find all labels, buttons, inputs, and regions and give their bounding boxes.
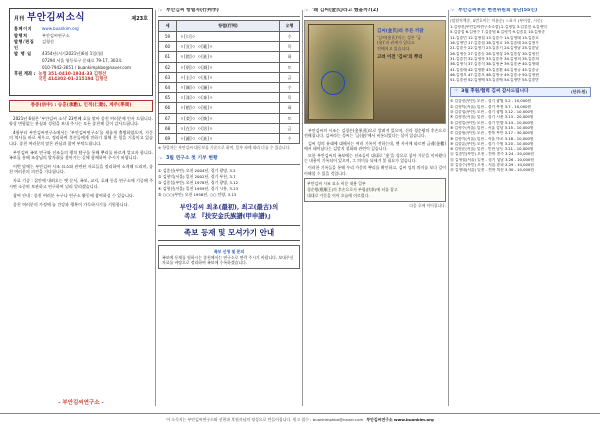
- inscription-line: 경순왕(敬順王)의 후손으로서 부령(扶寧)에 터를 잡고: [307, 186, 398, 192]
- generation-element: 토: [280, 113, 300, 123]
- generation-number: 61: [159, 52, 177, 62]
- generation-character: ㅇ[炳]ㅇ ㅇ[炯]ㅇ: [177, 62, 280, 72]
- pointing-hand-icon: ☞: [454, 89, 459, 95]
- generation-number: 67: [159, 113, 177, 123]
- col-header-character: 항렬(行列): [177, 21, 280, 32]
- col-header-generation: 세: [159, 21, 177, 32]
- generation-row: [159, 133, 300, 143]
- committee-member-row: 36.김형식 37.김종식 38.김형곤 39.김종곤 40.김형래: [450, 62, 539, 67]
- masthead-info: [14, 26, 148, 71]
- supporter-item: ③ 김종섭(부안) 오천 - 경기 광명 3.12 - 10,000원: [450, 109, 534, 114]
- first-donation-section: [158, 156, 300, 198]
- apply-body: 족보에 등재를 원하시는 종친께서는 연구소로 연락 주시기 바랍니다. 보내주신 자료를 바탕으로 정리하여 족보에 수록하겠습니다.: [162, 254, 294, 265]
- caption-line: '김씨(金氏)'라는 성은 '금: [377, 35, 422, 41]
- committee-member-row: 31.김종진 32.김형록 33.김종록 34.김형희 35.김종희: [450, 56, 539, 61]
- article-paragraph: 부안김씨의 시조는 김경손(金景孫)으로 알려져 있으며, 신라 경순왕의 후손으로 전해집니다. 김씨라는 성씨는 '금(金)'에서 비롯되었다는 설이 있습니다.: [304, 128, 446, 139]
- editorial-paragraph: 이번 달에는 부안김씨 시조 묘소와 관련된 자료들을 정리하여 소개해 드리며, 종친 여러분의 의견을 기다립니다.: [9, 164, 153, 175]
- generation-number: 66: [159, 103, 177, 113]
- committee-member-row: 46.김형오 47.김종오 48.김형국 49.김종국 50.김형권: [450, 72, 539, 77]
- footer-site: 부안김씨연구소 www.buankim.org: [366, 416, 434, 422]
- supporter-item: ⑩ 김형준(서울) 일천 - 인천 남동 3.21 - 10,000원: [450, 147, 534, 152]
- clan-branch-banner: 종중(宗中) : 승훈(承勳), 인적(仁勣), 계주(季周): [9, 100, 153, 112]
- column-2: [158, 8, 300, 410]
- masthead-row: [14, 58, 148, 63]
- highlight-circle: [321, 71, 345, 95]
- editorial-paragraph: 자료 기증 : 집안에 내려오는 옛 문서, 족보, 교지, 호패 등을 연구소에 기증해 주시면 소중히 보관하고 연구하여 널리 알리겠습니다.: [9, 178, 153, 189]
- masthead-row: [14, 26, 148, 31]
- masthead-month: 月刊: [14, 16, 25, 22]
- generation-row: [159, 103, 300, 113]
- generation-row: [159, 52, 300, 62]
- generation-character: ㅇ[洙]ㅇ ㅇ[泰]ㅇ: [177, 93, 280, 103]
- masthead-value: 4354년(서기2021년)6월 1일(월): [42, 51, 104, 57]
- generation-element: 금: [280, 123, 300, 133]
- col-header-element: 오행: [280, 21, 300, 32]
- generation-element: 토: [280, 62, 300, 72]
- generation-row: [159, 42, 300, 52]
- old-map-illustration: [308, 24, 374, 120]
- donation-item: ③ 김종섭(부안) 오천 1978년, 경기 광명, 3.12: [158, 179, 239, 185]
- editorial-paragraph: 2021년 6월은 '부안김씨 소식' 23번째 호를 맞아 종친 여러분께 인사 드립니다. 항상 변함없는 관심과 성원을 보내 주시는 모든 종친께 깊이 감사드립니다.: [9, 115, 153, 127]
- supporter-item: ⑬ 김종수(부안) 오천 - 서울 송파 3.29 - 10,000원: [450, 163, 534, 168]
- continued-note: 다음 호에 이어집니다.: [409, 202, 446, 208]
- column-divider: [155, 10, 156, 406]
- supporter-item: ④ 김형선(서울) 일천 - 경기 시흥 3.13 - 20,000원: [450, 115, 534, 120]
- generation-note: ※ 항렬자는 부안김씨 대동보를 기준으로 하며, 일부 파에 따라 다를 수 있습니다.: [158, 145, 291, 151]
- tomb-inscription-box: [304, 178, 446, 202]
- inscription-line: 부안김씨 시조 묘소 비문 내용 일부: [307, 180, 366, 186]
- generation-element: 목: [280, 42, 300, 52]
- committee-member-row: 41.김종래 42.김형환 43.김종환 44.김형규 45.김종규: [450, 67, 539, 72]
- donation-item: ① 김종선(부안) 오천 2004년, 경기 광명, 3.2: [158, 167, 236, 173]
- generation-number: 65: [159, 93, 177, 103]
- generation-element: 수: [280, 133, 300, 143]
- supporter-item: ⑤ 김형일(부안) 오천 - 경기 안양 3.14 - 10,000원: [450, 120, 534, 125]
- committee-subtitle: (임원직책순, 0번호이는 이름순) ☆표시 (부이장, 시중): [450, 18, 543, 24]
- generation-character: ㅇ[榮]ㅇ ㅇ[煥]ㅇ: [177, 113, 280, 123]
- editorial-paragraph: 4월부터 부안김씨연구소에서는 '부안김씨연구소'를 새롭게 출범하였으며, 가문의 역사를 바로 세우고, 정리하여 후손들에게 전하기 위해 온 힘을 기울이고 있습니다. 종친 여러분의 많은 관심과 참여 부탁드립니다.: [9, 130, 153, 146]
- article-head: ☞ '왜 김씨(金氏)라고 했을까?(2): [304, 8, 446, 17]
- generation-element: 수: [280, 82, 300, 92]
- caption-line: (金)'과 관계가 있다고: [377, 40, 415, 46]
- image-caption: [377, 29, 441, 61]
- generation-number: 59: [159, 32, 177, 42]
- generation-element: 금: [280, 72, 300, 82]
- masthead-row: [14, 51, 148, 56]
- caption-subtitle: 고려 이전 '김씨'의 뿌리: [377, 55, 423, 61]
- supporter-item: ① 김종선(부안) 오천 - 경기 광명 3.2 - 10,000원: [450, 99, 532, 104]
- generation-number: 63: [159, 72, 177, 82]
- newsletter-title: 부안김씨소식: [27, 12, 86, 23]
- genealogy-apply-box: [158, 245, 300, 269]
- column-1: [9, 8, 153, 410]
- caption-line: 전해지고 있습니다.: [377, 45, 411, 51]
- generation-element: 수: [280, 32, 300, 42]
- pointing-hand-icon: ☞: [158, 155, 163, 162]
- masthead-row: [14, 39, 148, 49]
- masthead-key: [14, 58, 38, 63]
- masthead-key: [14, 65, 38, 70]
- generation-number: 64: [159, 82, 177, 92]
- caption-title: 김씨(金氏)라 부른 까닭: [377, 29, 424, 35]
- article-body: [304, 128, 446, 176]
- genealogy-notice: [158, 204, 300, 241]
- genealogy-line-2: 족보 『扶安金氏族譜(甲申譜)』: [184, 212, 274, 220]
- account-kookmin: 국민 414302-01-215194 김형선: [38, 77, 108, 83]
- inscription-line: 대대로 가문을 이어 오늘에 이르렀다.: [307, 192, 370, 198]
- pointing-hand-icon: ☞: [450, 8, 455, 14]
- supporter-item: ⑦ 김종원(부안) 오천 - 전북 부안 3.17 - 30,000원: [450, 131, 534, 136]
- editorial-text: [9, 116, 153, 207]
- generation-row: [159, 113, 300, 123]
- generation-row: [159, 32, 300, 42]
- committee-member-row: 26.김형동 27.김종동 28.김형상 29.김종상 30.김형진: [450, 51, 539, 56]
- committee-head: ☞ 부안김씨후손 변천위원회 명단(55인): [450, 8, 591, 17]
- generation-character: ㅇ[宣]ㅇ ㅇ[範]ㅇ: [177, 42, 280, 52]
- masthead-key: 발행처: [14, 32, 28, 38]
- supporters-list: [450, 99, 591, 173]
- generation-row: [159, 82, 300, 92]
- committee-member-row: 5.김종섭 6.김형수 7.김종원 8.김형석 9.김종훈 10.김형준: [450, 30, 546, 35]
- column-divider: [302, 10, 303, 406]
- genealogy-registration-title: 족보 등재 및 모셔가기 안내: [158, 225, 300, 241]
- pointing-hand-icon: ☞: [158, 8, 163, 14]
- supporter-item: ⑭ 김형태(서울) 일천 - 전북 익산 3.30 - 10,000원: [450, 168, 534, 173]
- masthead-value[interactable]: www.buankim.org: [42, 25, 79, 31]
- genealogy-line-1: 부안김씨 최초(最初), 최고(最古)의: [179, 203, 279, 211]
- editorial-paragraph: 종친 여러분의 가정에 늘 건강과 행복이 가득하시기를 기원합니다.: [13, 201, 129, 207]
- article-paragraph: 김씨 성의 유래에 대해서는 여러 기록이 전하는데, 옛 사서에 따르면 금궤(金櫃)에서 태어났다는 김알지 설화와 관련이 깊습니다.: [304, 140, 446, 151]
- generation-number: 68: [159, 123, 177, 133]
- donation-item: ④ 김형선(서울) 일천 1959년, 경기 시흥, 3.13: [158, 186, 239, 192]
- committee-member-row: 51.김종권 52.김형배 53.김종배 54.김형만 55.김종만: [450, 78, 539, 83]
- supporter-item: ⑫ 김형철(서울) 일천 - 경기 성남 3.26 - 10,000원: [450, 157, 534, 162]
- generation-row: [159, 72, 300, 82]
- account-label: 후원 계좌 :: [14, 71, 36, 77]
- generation-element: 목: [280, 93, 300, 103]
- footer-text: 이 소식지는 부안김씨연구소와 선현과 후원자님의 정성으로 만들어집니다. 원고 접수 : buankimpkbo@naver.com: [166, 416, 364, 422]
- column-3: [304, 8, 446, 410]
- committee-member-row: 1.김형선(부안김씨연구소소장) 2.김형일 3.김종선 4.김형덕: [450, 25, 547, 30]
- unit-label: (단위:원): [571, 88, 587, 94]
- page-footer: [0, 413, 600, 424]
- masthead-key: 발 행 일: [14, 51, 32, 57]
- editorial-paragraph: 참여 안내 : 종친 여러분 누구나 연구소 활동에 참여하실 수 있습니다.: [13, 192, 135, 198]
- generation-row: [159, 123, 300, 133]
- supporter-item: ② 김형덕(서울) 일천 - 경기 부천 3.7 - 10,000원: [450, 104, 532, 109]
- supporter-item: ⑪ 김종민(부안) 오천 - 전북 전주 3.24 - 20,000원: [450, 152, 534, 157]
- generation-row: [159, 93, 300, 103]
- masthead-key: 홈페이지: [14, 25, 33, 31]
- masthead-key: 발행/편집인: [14, 39, 35, 50]
- committee-member-row: 11.김종민 12.김형철 13.김종수 14.김형태 15.김종호: [450, 35, 539, 40]
- supporter-item: ⑨ 김종훈(부안) 오천 - 경기 수원 3.20 - 10,000원: [450, 141, 534, 146]
- generation-number: 60: [159, 42, 177, 52]
- committee-member-row: 16.김형민 17.김종철 18.김형호 19.김종태 20.김형우: [450, 40, 539, 45]
- generation-element: 화: [280, 103, 300, 113]
- pointing-hand-icon: ☞: [304, 8, 309, 14]
- supporter-item: ⑧ 김형석(서울) 일천 - 서울 마포 3.18 - 10,000원: [450, 136, 534, 141]
- generation-character: ㅇ[鎔]ㅇ ㅇ[鉉]ㅇ: [177, 52, 280, 62]
- article-paragraph: 이러한 기록들을 통해 우리 가문의 뿌리를 확인하고, 김씨 성의 의미를 보다 깊이 이해할 수 있을 것입니다.: [304, 165, 446, 176]
- masthead-value: 010-7942-3651 / buankimpkbo@naver.com: [42, 65, 131, 71]
- masthead-row: [14, 33, 148, 38]
- column-divider: [448, 10, 449, 406]
- generation-character: ㅇ[在]ㅇ ㅇ[培]ㅇ: [177, 123, 280, 133]
- first-donation-head: ☞ 3월 연구소 첫 기부 현황: [158, 156, 300, 165]
- generation-character: ㅇ[鎭]ㅇ ㅇ[錫]ㅇ: [177, 82, 280, 92]
- generation-element: 화: [280, 52, 300, 62]
- generation-section-head: ☞ 부안김씨 항렬자(行列字): [158, 8, 300, 17]
- generation-character: ㅇ[㈂]ㅇ: [177, 32, 280, 42]
- article-paragraph: 또한 부안김씨의 족보에는 선조들이 대대로 '金'을 성으로 삼아 가문을 이어왔다는 내용이 기록되어 있으며, 그 의미를 되새겨 볼 필요가 있습니다.: [304, 153, 446, 164]
- masthead-value: 김형선: [42, 39, 54, 45]
- editorial-paragraph: 부안김씨 족보 연구와 선조들의 행적 탐구를 통해 뿌리를 바르게 알고자 합니다. 족보를 통해 조상님의 발자취를 찾아가는 길에 함께하여 주시기 바랍니다.: [9, 149, 153, 160]
- masthead-row: [14, 65, 148, 70]
- donation-item: ⑤ ○○○(부안) 오천 1956년, ○○ 안양, 3.13: [158, 192, 237, 198]
- supporter-item: ⑥ 김형수(서울) 일천 - 서울 강남 3.15 - 10,000원: [450, 125, 534, 130]
- donation-item: ② 김형덕(서울) 일천 2002년, 경기 부천, 3.7: [158, 173, 236, 179]
- generation-number: 69: [159, 133, 177, 143]
- account-nonghyup: 농협 351-0410-1934-33 김형선: [38, 71, 107, 77]
- committee-member-row: 21.김종우 22.김형기 23.김종기 24.김형남 25.김종남: [450, 46, 539, 51]
- historical-map-image: [304, 20, 446, 124]
- generation-table: [158, 20, 300, 144]
- supporters-head: ☞ 3월 후원/협력 김씨 감사드립니다 (단위:원): [450, 87, 591, 97]
- masthead: [9, 8, 153, 96]
- committee-list: [450, 25, 591, 83]
- generation-row: [159, 62, 300, 72]
- masthead-title: [14, 12, 148, 24]
- generation-number: 62: [159, 62, 177, 72]
- donation-account: [14, 72, 148, 83]
- apply-head: 족보 신청 및 문의: [213, 248, 245, 254]
- masthead-value: 부안김씨연구소: [42, 32, 70, 38]
- issue-number: 제23호: [131, 16, 148, 22]
- masthead-value: 07294 서울 영등포구 문래로 79-17, 303호: [42, 58, 123, 64]
- generation-character: ㅇ[植]ㅇ ㅇ[根]ㅇ: [177, 103, 280, 113]
- generation-character: ㅇ[圭]ㅇ ㅇ[基]ㅇ: [177, 72, 280, 82]
- institute-signature: - 부안김씨연구소 -: [58, 399, 104, 406]
- column-4: [450, 8, 591, 410]
- generation-character: ㅇ[鍾]ㅇ ㅇ[鉉]ㅇ: [177, 133, 280, 143]
